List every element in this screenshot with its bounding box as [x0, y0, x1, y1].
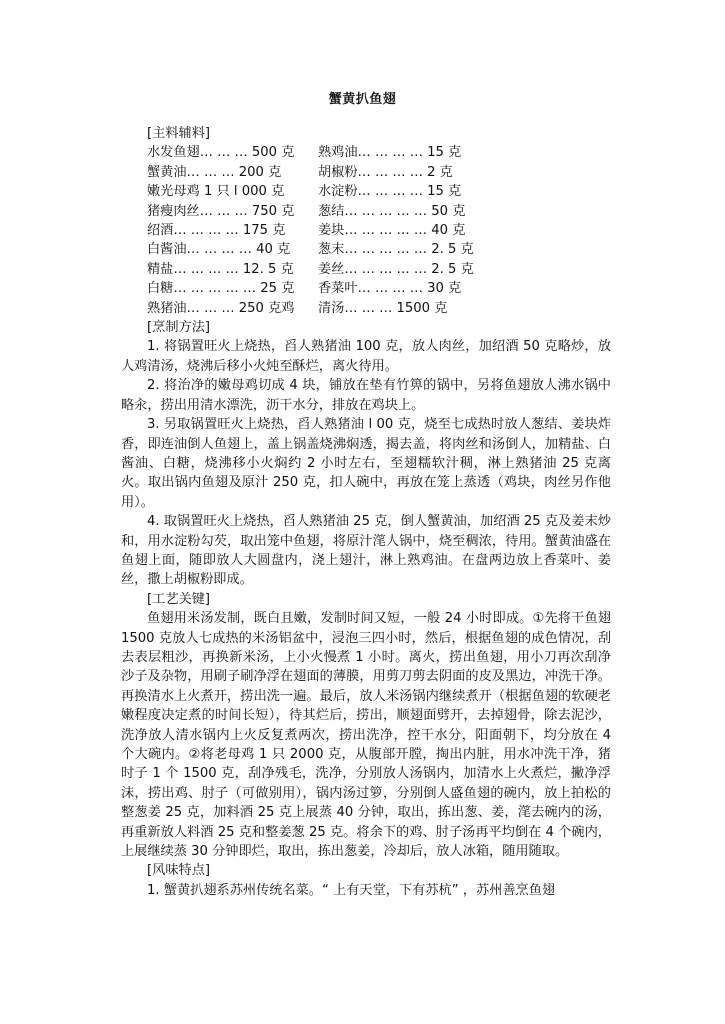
ingredient-row: [121, 240, 611, 259]
technique-paragraph: 鱼翅用米汤发制，既白且嫩，发制时间又短，一般 24 小时即成。①先将干鱼翅 1500 克放人七成热的米汤铝盆中，浸泡三四小时，然后，根据鱼翅的成色情况，刮去表层粗沙，再换新米汤，上小火慢煮 1 小时。离火，捞出鱼翅，用小刀再次刮净沙子及杂物，用刷子刷净浮在翅面的薄膜，用剪刀剪去阴面的皮及黑边，冲洗干净。再换清水上火煮开，捞出洗一遍。最后，放人米汤锅内继续煮开（根据鱼翅的软硬老嫩程度决定煮的时间长短），待其烂后，捞出，顺翅面劈开，去掉翅骨，除去泥沙，洗净放人清水锅内上火反复煮两次，捞出洗净，控干水分，阳面朝下，均分放在 4 个大碗内。②将老母鸡 1 只 2000 克，从腹部开膛，掏出内脏，用水冲洗干净，猪时子 1 个 1500 克，刮净残毛，洗净，分别放人汤锅内，加清水上火煮烂，撇净浮沫，捞出鸡、肘子（可做别用），锅内汤过箩，分别倒人盛鱼翅的碗内，放上拍松的整葱姜 25 克，加料酒 25 克上展蒸 40 分钟，取出，拣出葱、姜，滗去碗内的汤，再重新放人料酒 25 克和整姜葱 25 克。将余下的鸡、肘子汤再平均倒在 4 个碗内，上展继续蒸 30 分钟即烂，取出，拣出葱姜，冷却后，放人冰箱，随用随取。: [121, 611, 611, 860]
flavor-paragraph: 1. 蟹黄扒翅系苏州传统名菜。“ 上有天堂，下有苏杭” ，苏州善烹鱼翅: [147, 882, 556, 898]
method-step: 1. 将锅置旺火上烧热，舀人熟猪油 100 克，放人肉丝，加绍酒 50 克略炒，放人鸡清汤，烧沸后移小火炖至酥烂，离火待用。: [121, 339, 611, 374]
ingredient-row: [121, 279, 611, 298]
technique-heading: [工艺关键]: [147, 591, 211, 607]
ingredient-left: 白糖… … … … … 25 克: [147, 281, 295, 297]
ingredient-left: 精盐… … … … 12. 5 克: [147, 261, 294, 277]
ingredient-left: 熟猪油… … … 250 克鸡: [147, 300, 295, 316]
method-step: 2. 将治净的嫩母鸡切成 4 块，铺放在垫有竹箅的锅中，另将鱼翅放人沸水锅中略汆，捞出用清水漂洗，沥干水分，排放在鸡块上。: [121, 378, 611, 413]
ingredient-right: 葱末… … … … … 2. 5 克: [318, 242, 474, 258]
ingredient-row: [121, 299, 611, 318]
ingredient-right: 姜块… … … … … 40 克: [318, 223, 466, 239]
ingredient-right: 姜丝… … … … … 2. 5 克: [318, 261, 474, 277]
ingredient-row: [121, 163, 611, 182]
ingredient-right: 水淀粉… … … … 15 克: [318, 184, 462, 200]
ingredient-row: [121, 143, 611, 162]
ingredient-left: 水发鱼翅… … … 500 克: [147, 145, 295, 161]
ingredient-left: 嫩光母鸡 1 只 l 000 克: [147, 184, 285, 200]
method-step: 3. 另取锅置旺火上烧热，舀人熟猪油 l 00 克，烧至七成热时放人葱结、姜块炸香，即连油倒人鱼翅上，盖上锅盖烧沸焖透，揭去盖，将肉丝和汤倒人，加精盐、白酱油、白糖，烧沸移小火焖约 2 小时左右，至翅糯软汁稠，淋上熟猪油 25 克离火。取出锅内鱼翅及原汁 250 克，扣人碗中，再放在笼上蒸透（鸡块，肉丝另作他用）。: [121, 417, 611, 510]
ingredient-row: [121, 260, 611, 279]
ingredient-left: 猪瘦肉丝… … … 750 克: [147, 203, 295, 219]
ingredient-left: 绍酒… … … … 175 克: [147, 223, 286, 239]
ingredient-row: [121, 221, 611, 240]
ingredient-left: 白酱油… … … … 40 克: [147, 242, 291, 258]
ingredient-row: [121, 202, 611, 221]
page-title: 蟹黄扒鱼翅: [328, 92, 397, 107]
ingredient-right: 香菜叶… … … … 30 克: [318, 281, 462, 297]
ingredient-right: 清汤… … … 1500 克: [318, 300, 448, 316]
ingredient-right: 葱结… … … … … 50 克: [318, 203, 466, 219]
method-heading: [烹制方法]: [147, 320, 211, 336]
document-body: [121, 124, 611, 900]
ingredient-right: 胡椒粉… … … … 2 克: [318, 164, 453, 180]
method-step: 4. 取锅置旺火上烧热，舀人熟猪油 25 克，倒人蟹黄油，加绍酒 25 克及姜末炒和，用水淀粉勾芡，取出笼中鱼翅，将原汁滗人锅中，烧至稠浓，待用。蟹黄油盛在鱼翅上面，随即放人大圆盘内，浇上翅汁，淋上熟鸡油。在盘两边放上香菜叶、姜丝，撒上胡椒粉即成。: [121, 514, 611, 588]
ingredients-heading: [主料辅料]: [147, 126, 211, 141]
ingredient-left: 蟹黄油… … … 200 克: [147, 164, 282, 180]
ingredient-row: [121, 182, 611, 201]
ingredient-right: 熟鸡油… … … … 15 克: [318, 145, 462, 161]
ingredient-list: [121, 143, 611, 318]
flavor-heading: [风味特点]: [147, 863, 211, 879]
